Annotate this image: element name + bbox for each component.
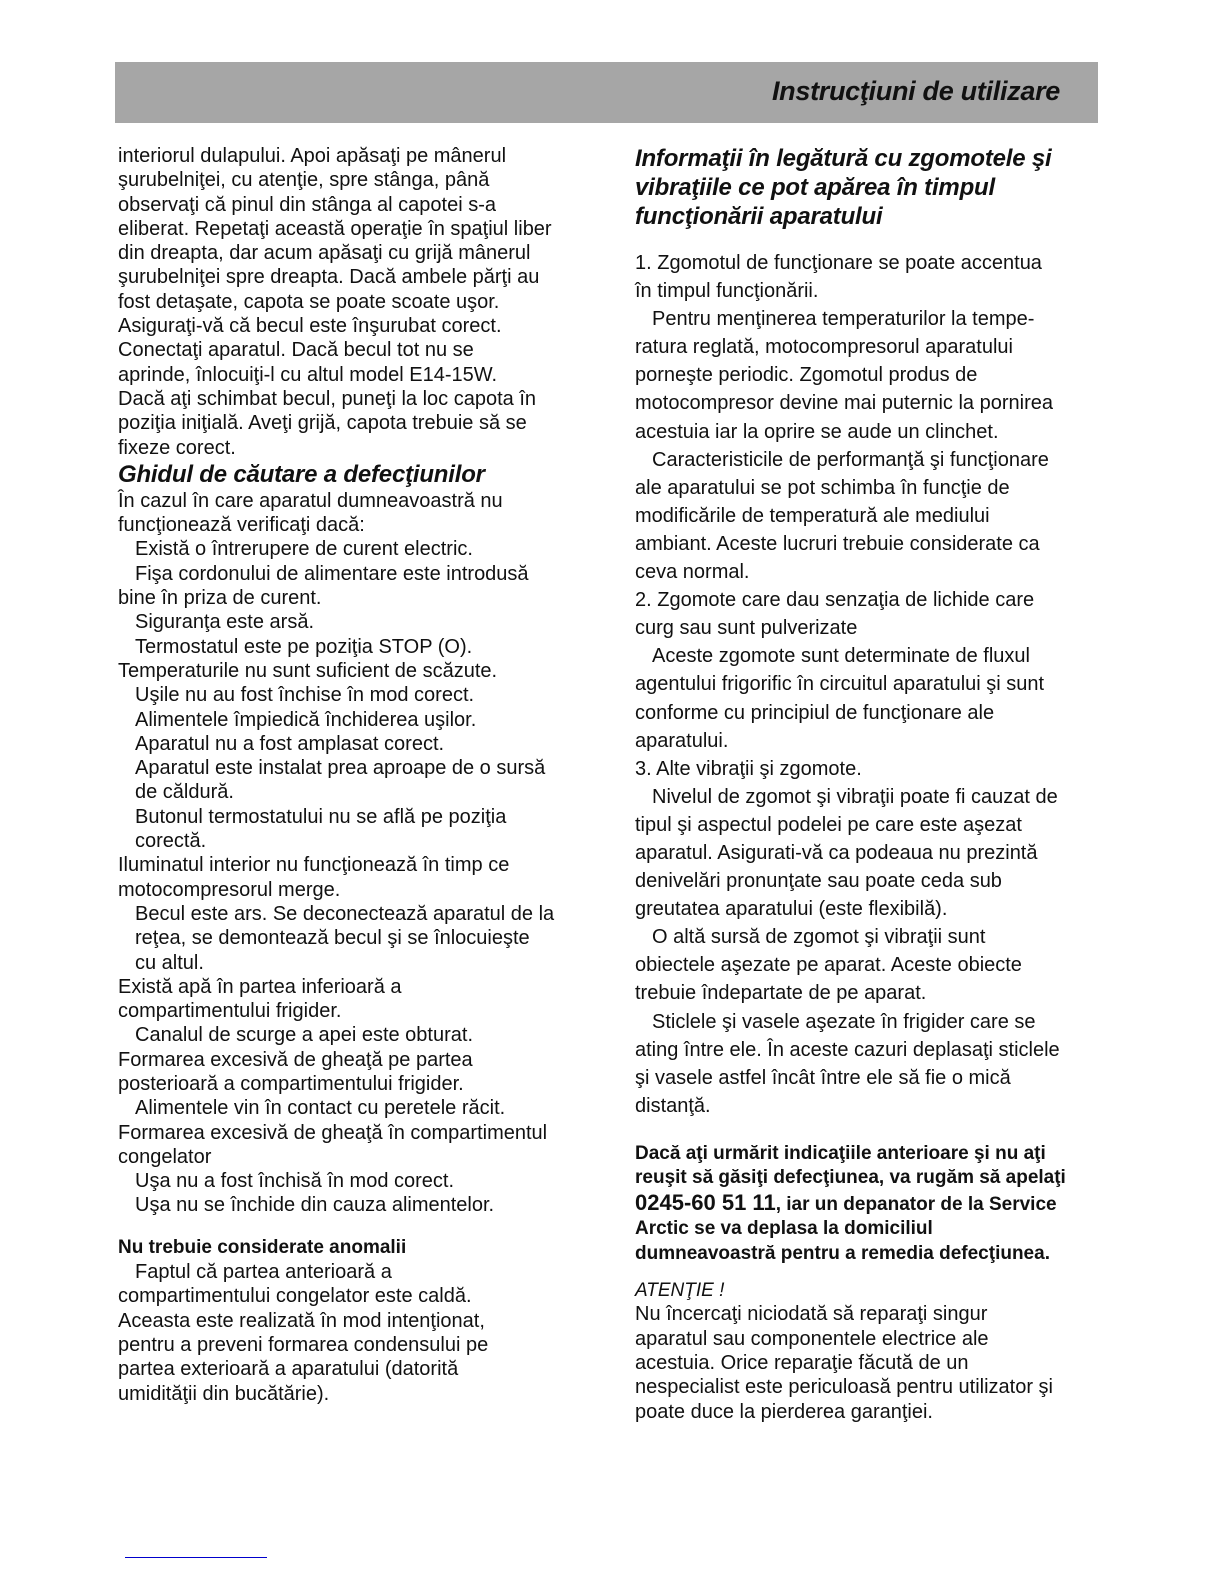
contact-paragraph: [635, 1142, 1099, 1267]
list-item: Butonul termostatului nu se află pe poziţia: [135, 805, 507, 828]
list-item: bine în priza de curent.: [118, 587, 322, 610]
list-item: Alimentele împiedică închiderea uşilor.: [135, 708, 477, 731]
text-line: Nu încercaţi niciodată să reparaţi singur: [635, 1303, 988, 1326]
text-line: eliberat. Repetaţi această operaţie în spaţiul liber: [118, 217, 552, 240]
text-line: poziţia iniţială. Aveţi grijă, capota trebuie să se: [118, 412, 527, 435]
text-line: partea exterioară a aparatului (datorită: [118, 1358, 459, 1381]
text-line: obiectele aşezate pe aparat. Aceste obiecte: [635, 954, 1022, 977]
text-line: tipul şi aspectul podelei pe care este aşezat: [635, 813, 1022, 836]
text-line: ratura reglată, motocompresorul aparatului: [635, 336, 1013, 359]
text-line: aparatului.: [635, 729, 729, 752]
text-line: Sticlele şi vasele aşezate în frigider care se: [652, 1010, 1036, 1033]
noise-heading: [635, 144, 1099, 231]
list-item: Iluminatul interior nu funcţionează în timp ce: [118, 854, 510, 877]
text-line: din dreapta, dar acum apăsaţi cu grijă mânerul: [118, 242, 531, 265]
text-line: O altă sursă de zgomot şi vibraţii sunt: [652, 926, 986, 949]
list-item: Uşa nu se închide din cauza alimentelor.: [135, 1194, 495, 1217]
list-item: funcţionează verificaţi dacă:: [118, 514, 365, 537]
text-line: curg sau sunt pulverizate: [635, 617, 858, 640]
contact-line: reuşit să găsiţi defecţiunea, va rugăm să apelaţi: [635, 1167, 1066, 1189]
list-item: de căldură.: [135, 781, 234, 804]
footnote-separator: [125, 1557, 267, 1558]
list-item: Uşa nu a fost închisă în mod corect.: [135, 1170, 455, 1193]
noise-body: [635, 249, 1099, 1120]
list-item: corectă.: [135, 830, 207, 853]
text-line: fost detaşate, capota se poate scoate uşor.: [118, 290, 500, 313]
list-item: Canalul de scurge a apei este obturat.: [135, 1024, 473, 1047]
warning-title: ATENŢIE !: [635, 1280, 725, 1302]
list-item: Alimentele vin în contact cu peretele răcit.: [135, 1097, 506, 1120]
list-item: compartimentului frigider.: [118, 1000, 342, 1023]
text-line: şurubelniţei, cu atenţie, spre stânga, până: [118, 169, 490, 192]
anomalies-paragraph: [118, 1260, 588, 1406]
troubleshoot-heading: Ghidul de căutare a defecţiunilor: [118, 460, 485, 488]
text-line: Dacă aţi schimbat becul, puneţi la loc capota în: [118, 387, 537, 410]
text-line: Aceasta este realizată în mod intenţionat,: [118, 1309, 485, 1332]
list-item: Siguranţa este arsă.: [135, 611, 314, 634]
text-line: şurubelniţei spre dreapta. Dacă ambele părţi au: [118, 266, 540, 289]
text-line: agentului frigorific în circuitul aparatului şi sunt: [635, 673, 1045, 696]
right-column: [635, 144, 1099, 1424]
text-line: distanţă.: [635, 1094, 711, 1117]
heading-line: vibraţiile ce pot apărea în timpul: [635, 174, 995, 201]
text-line: Nivelul de zgomot şi vibraţii poate fi cauzat de: [652, 785, 1058, 808]
list-item: Fişa cordonului de alimentare este introdusă: [135, 562, 529, 585]
text-line: 2. Zgomote care dau senzaţia de lichide care: [635, 589, 1035, 612]
text-line: Conectaţi aparatul. Dacă becul tot nu se: [118, 339, 474, 362]
list-item: În cazul în care aparatul dumneavoastră nu: [118, 489, 503, 512]
list-item: posterioară a compartimentului frigider.: [118, 1072, 464, 1095]
text-line: compartimentului congelator este caldă.: [118, 1285, 472, 1308]
text-line: poate duce la pierderea garanţiei.: [635, 1400, 933, 1423]
heading-line: funcţionării aparatului: [635, 203, 883, 230]
list-item: Există o întrerupere de curent electric.: [135, 538, 473, 561]
text-line: porneşte periodic. Zgomotul produs de: [635, 364, 978, 387]
text-line: ale aparatului se pot schimba în funcţie de: [635, 476, 1010, 499]
text-line: în timpul funcţionării.: [635, 280, 819, 303]
contact-line: [635, 1191, 1099, 1218]
text-line: Asiguraţi-vă că becul este înşurubat corect.: [118, 315, 502, 338]
list-item: motocompresorul merge.: [118, 878, 341, 901]
text-line: umidităţii din bucătărie).: [118, 1382, 330, 1405]
text-line: observaţi că pinul din stânga al capotei s-a: [118, 193, 497, 216]
contact-line: dumneavoastră pentru a remedia defecţiunea.: [635, 1242, 1050, 1264]
list-item: reţea, se demontează becul şi se înlocuieşte: [135, 927, 530, 950]
contact-line: Dacă aţi urmărit indicaţiile anterioare şi nu aţi: [635, 1142, 1046, 1164]
list-item: congelator: [118, 1145, 212, 1168]
list-item: Aparatul nu a fost amplasat corect.: [135, 732, 445, 755]
text-line: ceva normal.: [635, 561, 750, 584]
header-bar: [115, 62, 1098, 123]
text-line: 3. Alte vibraţii şi zgomote.: [635, 757, 862, 780]
text-line: Caracteristicile de performanţă şi funcţionare: [652, 448, 1049, 471]
text-line: Pentru menţinerea temperaturilor la tempe-: [652, 308, 1035, 331]
service-phone: 0245-60 51 11: [635, 1189, 776, 1215]
contact-line-rest: , iar un depanator de la Service: [775, 1193, 1057, 1215]
text-line: Faptul că partea anterioară a: [135, 1261, 392, 1284]
text-line: aprinde, înlocuiţi-l cu altul model E14-15W.: [118, 363, 498, 386]
text-line: motocompresor devine mai puternic la pornirea: [635, 392, 1053, 415]
text-line: conforme cu principiul de funcţionare ale: [635, 701, 995, 724]
text-line: trebuie îndepartate de pe aparat.: [635, 982, 927, 1005]
list-item: Formarea excesivă de gheaţă în compartimentul: [118, 1121, 548, 1144]
text-line: 1. Zgomotul de funcţionare se poate accentua: [635, 252, 1042, 274]
text-line: şi vasele astfel încât între ele să fie o mică: [635, 1066, 1011, 1089]
anomalies-label: Nu trebuie considerate anomalii: [118, 1236, 407, 1258]
warning-text: [635, 1302, 1099, 1423]
text-line: aparatul. Asigurati-vă ca podeaua nu prezintă: [635, 841, 1038, 864]
text-line: ating între ele. În aceste cazuri deplasaţi sticlele: [635, 1038, 1060, 1061]
list-item: Temperaturile nu sunt suficient de scăzute.: [118, 659, 498, 682]
text-line: ambiant. Aceste lucruri trebuie considerate ca: [635, 532, 1040, 555]
text-line: nespecialist este periculoasă pentru utilizator şi: [635, 1376, 1053, 1399]
intro-paragraph: [118, 144, 588, 460]
text-line: fixeze corect.: [118, 436, 236, 459]
text-line: interiorul dulapului. Apoi apăsaţi pe mânerul: [118, 145, 507, 167]
list-item: Aparatul este instalat prea aproape de o sursă: [135, 757, 546, 780]
page-title: Instrucţiuni de utilizare: [771, 76, 1060, 106]
list-item: Există apă în partea inferioară a: [118, 975, 402, 998]
list-item: Formarea excesivă de gheaţă pe partea: [118, 1048, 473, 1071]
text-line: acestuia. Orice reparaţie făcută de un: [635, 1352, 969, 1374]
text-line: pentru a preveni formarea condensului pe: [118, 1333, 489, 1356]
list-item: Becul este ars. Se deconectează aparatul de la: [135, 902, 555, 925]
text-line: aparatul sau componentele electrice ale: [635, 1327, 989, 1350]
troubleshoot-list: [118, 489, 588, 1218]
heading-line: Informaţii în legătură cu zgomotele şi: [635, 145, 1052, 172]
text-line: acestuia iar la oprire se aude un clinchet.: [635, 420, 999, 443]
contact-line: Arctic se va deplasa la domiciliul: [635, 1218, 933, 1240]
text-line: greutatea aparatului (este flexibilă).: [635, 898, 948, 921]
text-line: denivelări pronunţate sau poate ceda sub: [635, 870, 1002, 893]
list-item: Termostatul este pe poziţia STOP (O).: [135, 635, 473, 658]
text-line: Aceste zgomote sunt determinate de fluxul: [652, 645, 1030, 668]
list-item: Uşile nu au fost închise în mod corect.: [135, 684, 475, 707]
list-item: cu altul.: [135, 951, 204, 974]
left-column: [118, 144, 588, 1406]
text-line: modificările de temperatură ale mediului: [635, 504, 990, 527]
